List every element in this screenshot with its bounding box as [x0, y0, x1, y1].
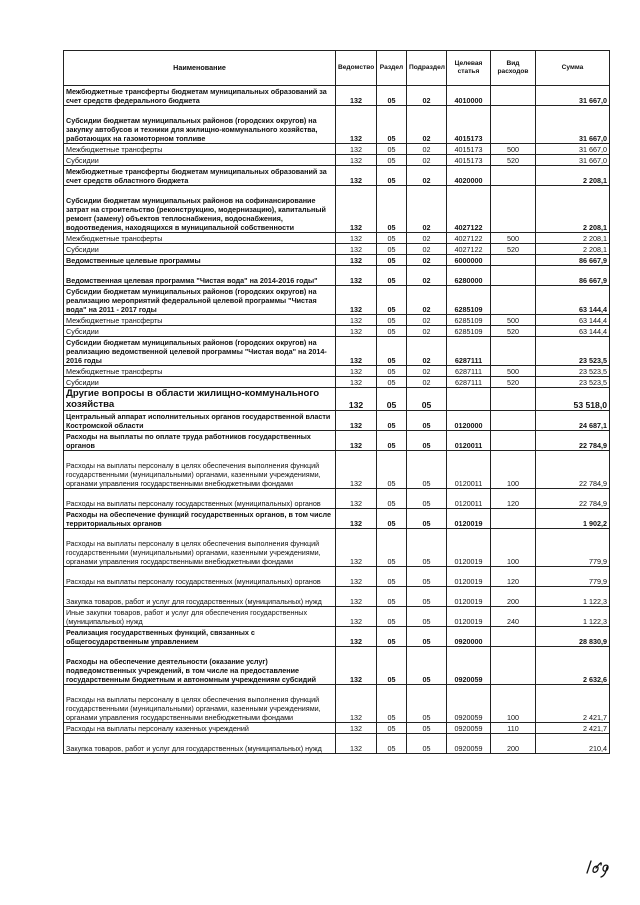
- table-row: [64, 186, 610, 233]
- row-subsection-cell: 02: [407, 286, 447, 315]
- row-section-cell: 05: [377, 233, 407, 244]
- row-subsection-cell: 02: [407, 106, 447, 144]
- table-row: [64, 451, 610, 489]
- row-target-cell: 0120000: [447, 411, 491, 431]
- row-section-cell: 05: [377, 244, 407, 255]
- row-department-cell: 132: [336, 244, 377, 255]
- row-name-cell: Субсидии: [64, 155, 336, 166]
- table-row: [64, 377, 610, 388]
- row-subsection-cell: 02: [407, 377, 447, 388]
- row-name-cell: Субсидии бюджетам муниципальных районов (городских округов) на закупку автобусов и техники для жилищно-коммунального хозяйства, работающих на газомоторном топливе: [64, 106, 336, 144]
- row-section-cell: 05: [377, 607, 407, 627]
- row-target-cell: 0120019: [447, 509, 491, 529]
- row-department-cell: 132: [336, 337, 377, 366]
- row-subsection-cell: 02: [407, 144, 447, 155]
- row-type-cell: 520: [491, 377, 536, 388]
- row-sum-cell: 2 421,7: [536, 685, 610, 723]
- row-name-cell: Ведомственная целевая программа "Чистая вода" на 2014-2016 годы": [64, 266, 336, 286]
- header-name: Наименование: [64, 51, 336, 86]
- row-name-cell: Межбюджетные трансферты: [64, 144, 336, 155]
- row-section-cell: 05: [377, 388, 407, 411]
- row-sum-cell: 22 784,9: [536, 451, 610, 489]
- row-target-cell: 6000000: [447, 255, 491, 266]
- row-sum-cell: 1 902,2: [536, 509, 610, 529]
- row-section-cell: 05: [377, 86, 407, 106]
- row-sum-cell: 2 208,1: [536, 186, 610, 233]
- row-section-cell: 05: [377, 451, 407, 489]
- row-sum-cell: 779,9: [536, 567, 610, 587]
- row-department-cell: 132: [336, 86, 377, 106]
- row-type-cell: 500: [491, 315, 536, 326]
- table-row: [64, 587, 610, 607]
- row-department-cell: 132: [336, 509, 377, 529]
- row-department-cell: 132: [336, 266, 377, 286]
- row-name-cell: Центральный аппарат исполнительных органов государственной власти Костромской области: [64, 411, 336, 431]
- row-department-cell: 132: [336, 186, 377, 233]
- row-department-cell: 132: [336, 286, 377, 315]
- table-row: [64, 607, 610, 627]
- row-department-cell: 132: [336, 529, 377, 567]
- row-target-cell: 6285109: [447, 286, 491, 315]
- row-target-cell: 0120019: [447, 587, 491, 607]
- row-name-cell: Другие вопросы в области жилищно-коммунального хозяйства: [64, 388, 336, 411]
- row-subsection-cell: 02: [407, 326, 447, 337]
- row-target-cell: 0920059: [447, 734, 491, 754]
- row-sum-cell: 31 667,0: [536, 106, 610, 144]
- row-subsection-cell: 02: [407, 366, 447, 377]
- table-header-row: [64, 51, 610, 86]
- row-target-cell: 0920059: [447, 685, 491, 723]
- row-sum-cell: 210,4: [536, 734, 610, 754]
- row-type-cell: [491, 647, 536, 685]
- row-type-cell: [491, 627, 536, 647]
- row-subsection-cell: 02: [407, 255, 447, 266]
- row-subsection-cell: 02: [407, 266, 447, 286]
- budget-table: [63, 50, 610, 754]
- row-section-cell: 05: [377, 723, 407, 734]
- row-section-cell: 05: [377, 529, 407, 567]
- row-target-cell: 0920059: [447, 723, 491, 734]
- row-name-cell: Расходы на выплаты по оплате труда работников государственных органов: [64, 431, 336, 451]
- row-target-cell: 0120011: [447, 489, 491, 509]
- row-subsection-cell: 05: [407, 431, 447, 451]
- row-target-cell: 0120019: [447, 607, 491, 627]
- row-sum-cell: 86 667,9: [536, 255, 610, 266]
- row-name-cell: Межбюджетные трансферты: [64, 315, 336, 326]
- row-department-cell: 132: [336, 388, 377, 411]
- row-target-cell: 0120011: [447, 431, 491, 451]
- row-department-cell: 132: [336, 685, 377, 723]
- row-section-cell: 05: [377, 647, 407, 685]
- row-type-cell: 500: [491, 144, 536, 155]
- row-subsection-cell: 02: [407, 244, 447, 255]
- row-name-cell: Ведомственные целевые программы: [64, 255, 336, 266]
- row-name-cell: Расходы на обеспечение функций государственных органов, в том числе территориальных органов: [64, 509, 336, 529]
- row-target-cell: 4015173: [447, 144, 491, 155]
- row-subsection-cell: 05: [407, 451, 447, 489]
- row-target-cell: 0920059: [447, 647, 491, 685]
- row-target-cell: 4015173: [447, 106, 491, 144]
- row-subsection-cell: 05: [407, 489, 447, 509]
- row-department-cell: 132: [336, 723, 377, 734]
- row-target-cell: 6285109: [447, 326, 491, 337]
- row-department-cell: 132: [336, 255, 377, 266]
- row-target-cell: 0120019: [447, 567, 491, 587]
- row-subsection-cell: 05: [407, 734, 447, 754]
- row-section-cell: 05: [377, 144, 407, 155]
- row-subsection-cell: 02: [407, 86, 447, 106]
- row-section-cell: 05: [377, 734, 407, 754]
- row-name-cell: Расходы на обеспечение деятельности (оказание услуг) подведомственных учреждений, в том числе на предоставление государственным бюджетным и автономным учреждениям субсидий: [64, 647, 336, 685]
- row-section-cell: 05: [377, 627, 407, 647]
- budget-table-container: [63, 50, 609, 754]
- row-department-cell: 132: [336, 567, 377, 587]
- row-name-cell: Расходы на выплаты персоналу в целях обеспечения выполнения функций государственными (муниципальными) органами, казенными учреждениями, органами управления государственными внебюджетными фондами: [64, 529, 336, 567]
- row-subsection-cell: 02: [407, 166, 447, 186]
- row-target-cell: 4027122: [447, 244, 491, 255]
- row-sum-cell: 31 667,0: [536, 86, 610, 106]
- row-section-cell: 05: [377, 587, 407, 607]
- row-subsection-cell: 05: [407, 607, 447, 627]
- row-department-cell: 132: [336, 587, 377, 607]
- row-section-cell: 05: [377, 567, 407, 587]
- row-name-cell: Субсидии бюджетам муниципальных районов (городских округов) на реализацию мероприятий федеральной целевой программы "Чистая вода" на 2011 - 2017 годы: [64, 286, 336, 315]
- table-row: [64, 337, 610, 366]
- table-row: [64, 326, 610, 337]
- row-subsection-cell: 02: [407, 233, 447, 244]
- row-subsection-cell: 05: [407, 529, 447, 567]
- row-sum-cell: 31 667,0: [536, 155, 610, 166]
- row-department-cell: 132: [336, 489, 377, 509]
- row-department-cell: 132: [336, 734, 377, 754]
- row-subsection-cell: 05: [407, 411, 447, 431]
- row-name-cell: Межбюджетные трансферты: [64, 233, 336, 244]
- row-type-cell: 110: [491, 723, 536, 734]
- row-department-cell: 132: [336, 377, 377, 388]
- row-name-cell: Межбюджетные трансферты: [64, 366, 336, 377]
- row-subsection-cell: 05: [407, 647, 447, 685]
- row-type-cell: [491, 388, 536, 411]
- row-target-cell: 4010000: [447, 86, 491, 106]
- row-section-cell: 05: [377, 366, 407, 377]
- row-name-cell: Иные закупки товаров, работ и услуг для обеспечения государственных (муниципальных) нужд: [64, 607, 336, 627]
- row-sum-cell: 2 208,1: [536, 233, 610, 244]
- row-type-cell: [491, 186, 536, 233]
- row-subsection-cell: 05: [407, 509, 447, 529]
- row-type-cell: 520: [491, 326, 536, 337]
- row-type-cell: [491, 166, 536, 186]
- table-row: [64, 529, 610, 567]
- row-section-cell: 05: [377, 509, 407, 529]
- table-row: [64, 734, 610, 754]
- table-row: [64, 233, 610, 244]
- row-sum-cell: 63 144,4: [536, 286, 610, 315]
- row-name-cell: Расходы на выплаты персоналу казенных учреждений: [64, 723, 336, 734]
- row-type-cell: [491, 86, 536, 106]
- table-row: [64, 627, 610, 647]
- row-name-cell: Межбюджетные трансферты бюджетам муниципальных образований за счет средств федерального бюджета: [64, 86, 336, 106]
- row-type-cell: [491, 286, 536, 315]
- row-target-cell: 6287111: [447, 366, 491, 377]
- row-section-cell: 05: [377, 337, 407, 366]
- table-row: [64, 489, 610, 509]
- table-row: [64, 86, 610, 106]
- row-type-cell: 500: [491, 233, 536, 244]
- row-subsection-cell: 05: [407, 627, 447, 647]
- row-department-cell: 132: [336, 366, 377, 377]
- row-section-cell: 05: [377, 186, 407, 233]
- table-row: [64, 144, 610, 155]
- row-type-cell: 520: [491, 244, 536, 255]
- row-section-cell: 05: [377, 431, 407, 451]
- row-type-cell: 200: [491, 734, 536, 754]
- row-department-cell: 132: [336, 166, 377, 186]
- row-subsection-cell: 02: [407, 155, 447, 166]
- row-sum-cell: 779,9: [536, 529, 610, 567]
- row-sum-cell: 2 421,7: [536, 723, 610, 734]
- row-subsection-cell: 02: [407, 186, 447, 233]
- table-row: [64, 286, 610, 315]
- row-department-cell: 132: [336, 627, 377, 647]
- row-subsection-cell: 05: [407, 388, 447, 411]
- table-row: [64, 255, 610, 266]
- row-name-cell: Реализация государственных функций, связанных с общегосударственным управлением: [64, 627, 336, 647]
- row-target-cell: 4015173: [447, 155, 491, 166]
- row-sum-cell: 2 208,1: [536, 244, 610, 255]
- row-department-cell: 132: [336, 607, 377, 627]
- row-sum-cell: 23 523,5: [536, 337, 610, 366]
- row-sum-cell: 24 687,1: [536, 411, 610, 431]
- row-sum-cell: 22 784,9: [536, 431, 610, 451]
- row-target-cell: 6280000: [447, 266, 491, 286]
- row-name-cell: Закупка товаров, работ и услуг для государственных (муниципальных) нужд: [64, 734, 336, 754]
- row-name-cell: Расходы на выплаты персоналу государственных (муниципальных) органов: [64, 567, 336, 587]
- row-type-cell: 500: [491, 366, 536, 377]
- row-target-cell: 0120019: [447, 529, 491, 567]
- row-sum-cell: 23 523,5: [536, 366, 610, 377]
- row-section-cell: 05: [377, 106, 407, 144]
- row-department-cell: 132: [336, 106, 377, 144]
- row-type-cell: [491, 509, 536, 529]
- row-subsection-cell: 05: [407, 587, 447, 607]
- page-number-handwritten: [584, 855, 616, 879]
- row-target-cell: 4020000: [447, 166, 491, 186]
- row-sum-cell: 86 667,9: [536, 266, 610, 286]
- row-section-cell: 05: [377, 685, 407, 723]
- row-target-cell: 0920000: [447, 627, 491, 647]
- row-subsection-cell: 02: [407, 315, 447, 326]
- header-expense-type: Вид расходов: [491, 51, 536, 86]
- row-type-cell: [491, 266, 536, 286]
- table-row: [64, 166, 610, 186]
- row-subsection-cell: 02: [407, 337, 447, 366]
- row-target-cell: 4027122: [447, 186, 491, 233]
- header-subsection: Подраздел: [407, 51, 447, 86]
- row-sum-cell: 1 122,3: [536, 587, 610, 607]
- row-department-cell: 132: [336, 451, 377, 489]
- row-name-cell: Субсидии: [64, 326, 336, 337]
- row-sum-cell: 63 144,4: [536, 315, 610, 326]
- row-type-cell: 100: [491, 529, 536, 567]
- row-target-cell: [447, 388, 491, 411]
- row-sum-cell: 2 632,6: [536, 647, 610, 685]
- row-type-cell: 240: [491, 607, 536, 627]
- table-row: [64, 723, 610, 734]
- row-department-cell: 132: [336, 411, 377, 431]
- row-type-cell: [491, 255, 536, 266]
- row-sum-cell: 2 208,1: [536, 166, 610, 186]
- row-department-cell: 132: [336, 144, 377, 155]
- table-body: [64, 86, 610, 754]
- row-sum-cell: 28 830,9: [536, 627, 610, 647]
- row-name-cell: Закупка товаров, работ и услуг для государственных (муниципальных) нужд: [64, 587, 336, 607]
- row-name-cell: Межбюджетные трансферты бюджетам муниципальных образований за счет средств областного бюджета: [64, 166, 336, 186]
- row-target-cell: 6287111: [447, 377, 491, 388]
- table-row: [64, 155, 610, 166]
- table-row: [64, 685, 610, 723]
- table-row: [64, 266, 610, 286]
- table-row: [64, 315, 610, 326]
- table-row: [64, 647, 610, 685]
- row-department-cell: 132: [336, 431, 377, 451]
- row-type-cell: [491, 106, 536, 144]
- row-type-cell: 100: [491, 451, 536, 489]
- row-section-cell: 05: [377, 489, 407, 509]
- header-sum: Сумма: [536, 51, 610, 86]
- row-type-cell: [491, 337, 536, 366]
- row-target-cell: 0120011: [447, 451, 491, 489]
- row-type-cell: 520: [491, 155, 536, 166]
- row-department-cell: 132: [336, 326, 377, 337]
- row-target-cell: 6287111: [447, 337, 491, 366]
- table-row: [64, 411, 610, 431]
- row-target-cell: 4027122: [447, 233, 491, 244]
- row-type-cell: 120: [491, 567, 536, 587]
- header-department: Ведомство: [336, 51, 377, 86]
- row-section-cell: 05: [377, 286, 407, 315]
- row-department-cell: 132: [336, 315, 377, 326]
- row-name-cell: Расходы на выплаты персоналу в целях обеспечения выполнения функций государственными (муниципальными) органами, казенными учреждениями, органами управления государственными внебюджетными фондами: [64, 685, 336, 723]
- row-name-cell: Расходы на выплаты персоналу государственных (муниципальных) органов: [64, 489, 336, 509]
- row-sum-cell: 23 523,5: [536, 377, 610, 388]
- row-sum-cell: 53 518,0: [536, 388, 610, 411]
- row-section-cell: 05: [377, 411, 407, 431]
- table-row: [64, 509, 610, 529]
- row-type-cell: 120: [491, 489, 536, 509]
- header-section: Раздел: [377, 51, 407, 86]
- row-section-cell: 05: [377, 315, 407, 326]
- row-type-cell: [491, 431, 536, 451]
- table-row: [64, 431, 610, 451]
- row-department-cell: 132: [336, 233, 377, 244]
- row-subsection-cell: 05: [407, 723, 447, 734]
- table-row: [64, 366, 610, 377]
- row-name-cell: Субсидии: [64, 377, 336, 388]
- row-sum-cell: 1 122,3: [536, 607, 610, 627]
- row-sum-cell: 63 144,4: [536, 326, 610, 337]
- row-type-cell: 200: [491, 587, 536, 607]
- row-target-cell: 6285109: [447, 315, 491, 326]
- row-section-cell: 05: [377, 326, 407, 337]
- table-row: [64, 388, 610, 411]
- row-section-cell: 05: [377, 255, 407, 266]
- row-section-cell: 05: [377, 266, 407, 286]
- row-subsection-cell: 05: [407, 685, 447, 723]
- table-row: [64, 244, 610, 255]
- row-section-cell: 05: [377, 155, 407, 166]
- row-department-cell: 132: [336, 647, 377, 685]
- header-target-article: Целевая статья: [447, 51, 491, 86]
- row-type-cell: 100: [491, 685, 536, 723]
- row-section-cell: 05: [377, 377, 407, 388]
- row-name-cell: Субсидии бюджетам муниципальных районов на софинансирование затрат на строительство (реконструкцию, модернизацию), капитальный ремонт (замену) объектов теплоснабжения, водоснабжения, водоотведения, находящихся в муниципальной собственности: [64, 186, 336, 233]
- row-sum-cell: 31 667,0: [536, 144, 610, 155]
- row-name-cell: Субсидии: [64, 244, 336, 255]
- row-subsection-cell: 05: [407, 567, 447, 587]
- table-row: [64, 106, 610, 144]
- row-department-cell: 132: [336, 155, 377, 166]
- row-name-cell: Расходы на выплаты персоналу в целях обеспечения выполнения функций государственными (муниципальными) органами, казенными учреждениями, органами управления государственными внебюджетными фондами: [64, 451, 336, 489]
- row-sum-cell: 22 784,9: [536, 489, 610, 509]
- row-type-cell: [491, 411, 536, 431]
- row-section-cell: 05: [377, 166, 407, 186]
- table-row: [64, 567, 610, 587]
- row-name-cell: Субсидии бюджетам муниципальных районов (городских округов) на реализацию ведомственной целевой программы "Чистая вода" на 2014-2016 годы: [64, 337, 336, 366]
